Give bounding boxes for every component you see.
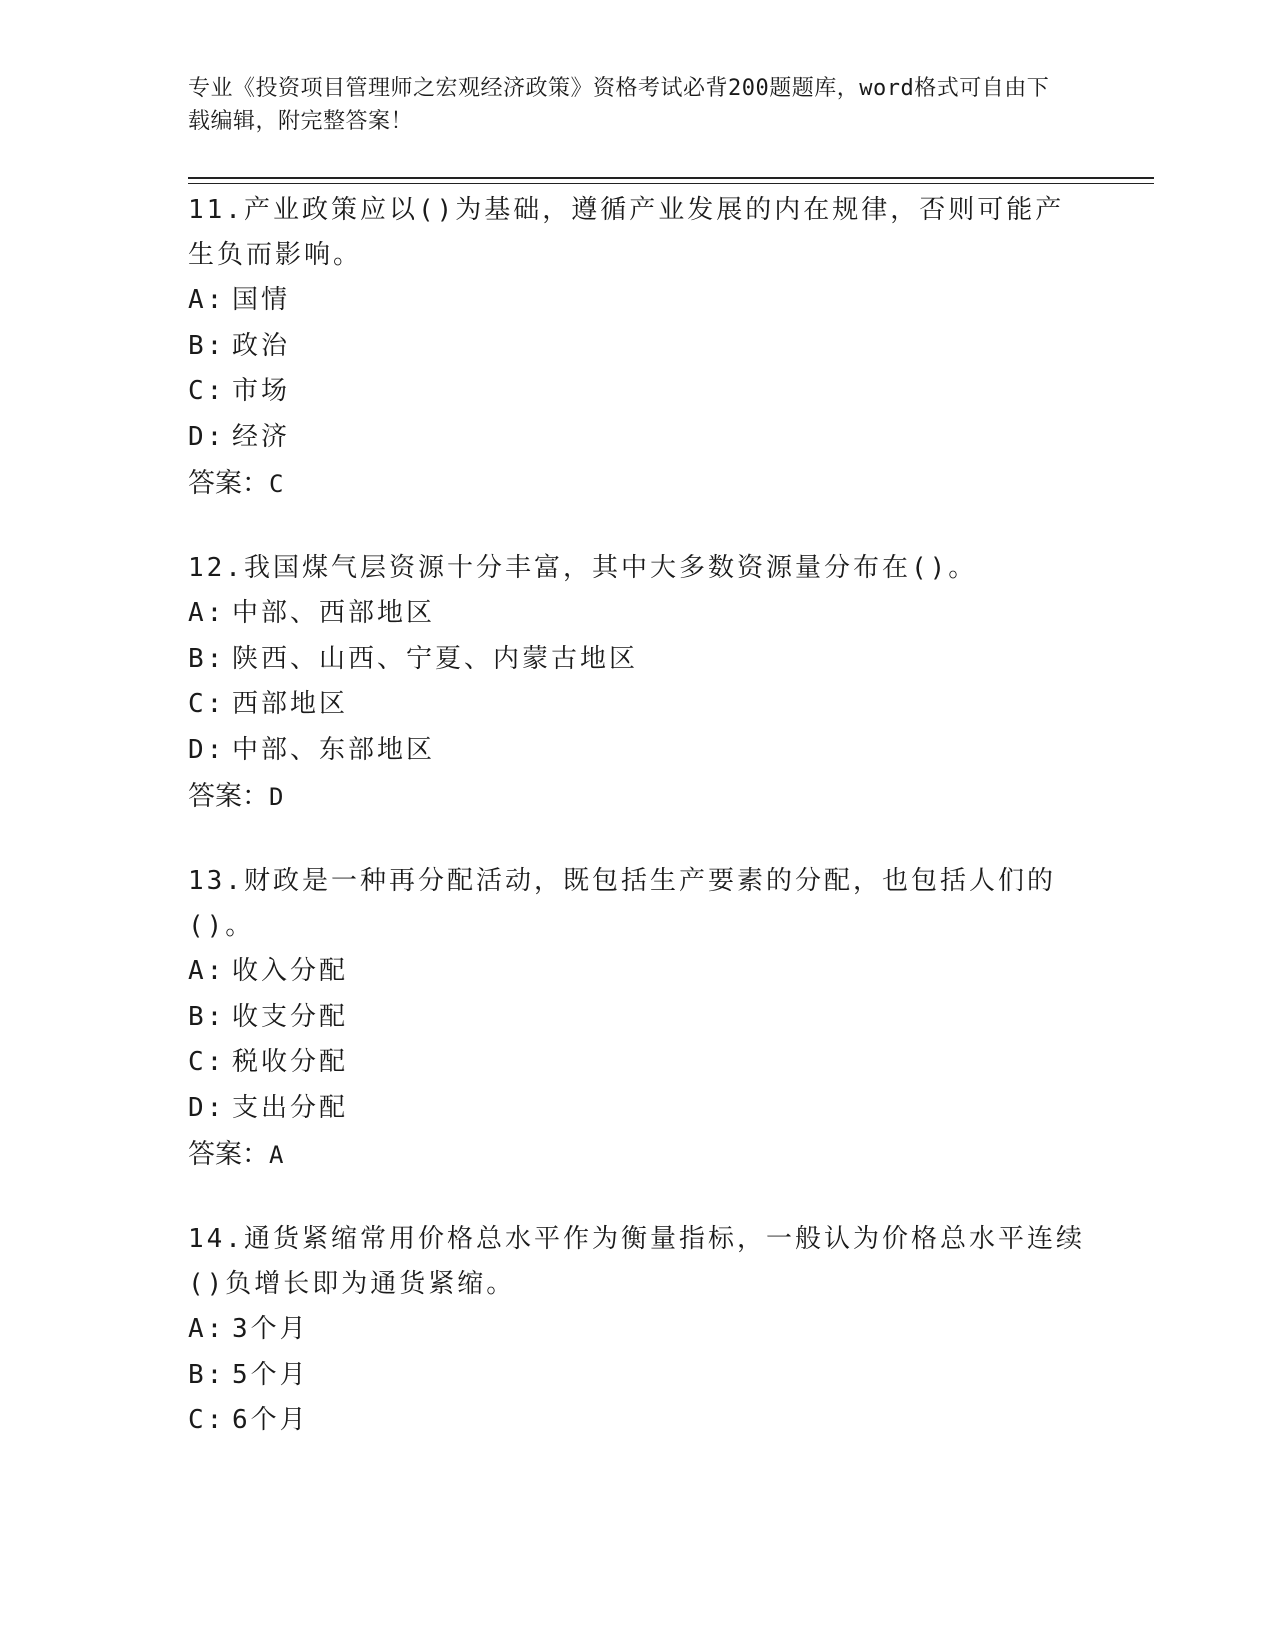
header-divider-thick — [188, 177, 1154, 179]
question-13 — [188, 859, 1088, 1178]
document-header: 专业《投资项目管理师之宏观经济政策》资格考试必背200题题库，word格式可自由下载编辑，附完整答案！ — [188, 76, 1050, 134]
option-letter: A: — [188, 1314, 226, 1344]
option-text: 中部、西部地区 — [232, 598, 436, 628]
option-text: 收支分配 — [232, 1001, 349, 1032]
option-letter: C: — [188, 689, 226, 719]
option-d — [188, 415, 1088, 461]
option-c — [188, 1040, 1088, 1086]
option-letter: A: — [188, 598, 226, 628]
option-letter: D: — [188, 421, 226, 452]
option-b — [188, 1353, 1088, 1399]
option-c — [188, 369, 1088, 415]
option-letter: C: — [188, 376, 226, 406]
option-text: 陕西、山西、宁夏、内蒙古地区 — [232, 643, 639, 674]
answer-label: 答案： — [188, 468, 269, 498]
option-text: 政治 — [232, 330, 291, 361]
option-b — [188, 637, 1088, 683]
answer-value: D — [269, 783, 284, 811]
answer-line — [188, 773, 1088, 820]
question-stem: 11.产业政策应以()为基础，遵循产业发展的内在规律，否则可能产生负而影响。 — [188, 195, 1065, 270]
question-11 — [188, 188, 1088, 507]
option-a — [188, 949, 1088, 995]
answer-line — [188, 460, 1088, 507]
question-14 — [188, 1217, 1088, 1444]
option-letter: A: — [188, 956, 226, 986]
option-c — [188, 1398, 1088, 1444]
answer-value: C — [269, 470, 284, 498]
option-letter: C: — [188, 1047, 226, 1077]
option-text: 西部地区 — [232, 689, 349, 719]
option-a — [188, 1307, 1088, 1353]
option-text: 3个月 — [232, 1314, 309, 1344]
option-text: 税收分配 — [232, 1047, 349, 1077]
option-text: 经济 — [232, 421, 291, 452]
option-text: 6个月 — [232, 1405, 309, 1435]
question-12 — [188, 546, 1088, 820]
option-letter: B: — [188, 330, 226, 361]
option-letter: B: — [188, 1359, 226, 1390]
option-a — [188, 591, 1088, 637]
option-text: 支出分配 — [232, 1092, 349, 1123]
question-list — [188, 188, 1088, 1483]
option-letter: A: — [188, 285, 226, 315]
option-text: 收入分配 — [232, 956, 349, 986]
option-text: 中部、东部地区 — [232, 734, 436, 765]
option-text: 5个月 — [232, 1359, 309, 1390]
option-a — [188, 278, 1088, 324]
option-letter: D: — [188, 1092, 226, 1123]
option-letter: B: — [188, 1001, 226, 1032]
answer-value: A — [269, 1141, 284, 1169]
option-c — [188, 682, 1088, 728]
option-d — [188, 1086, 1088, 1132]
answer-label: 答案： — [188, 1139, 269, 1169]
answer-label: 答案： — [188, 781, 269, 811]
answer-line — [188, 1131, 1088, 1178]
option-letter: B: — [188, 643, 226, 674]
option-b — [188, 324, 1088, 370]
option-letter: D: — [188, 734, 226, 765]
question-stem: 12.我国煤气层资源十分丰富，其中大多数资源量分布在()。 — [188, 553, 978, 583]
option-b — [188, 995, 1088, 1041]
option-text: 国情 — [232, 285, 291, 315]
question-stem: 13.财政是一种再分配活动，既包括生产要素的分配，也包括人们的()。 — [188, 866, 1056, 941]
option-letter: C: — [188, 1405, 226, 1435]
option-text: 市场 — [232, 376, 291, 406]
question-stem: 14.通货紧缩常用价格总水平作为衡量指标，一般认为价格总水平连续()负增长即为通货紧缩。 — [188, 1224, 1085, 1299]
header-divider-thin — [188, 183, 1154, 184]
option-d — [188, 728, 1088, 774]
